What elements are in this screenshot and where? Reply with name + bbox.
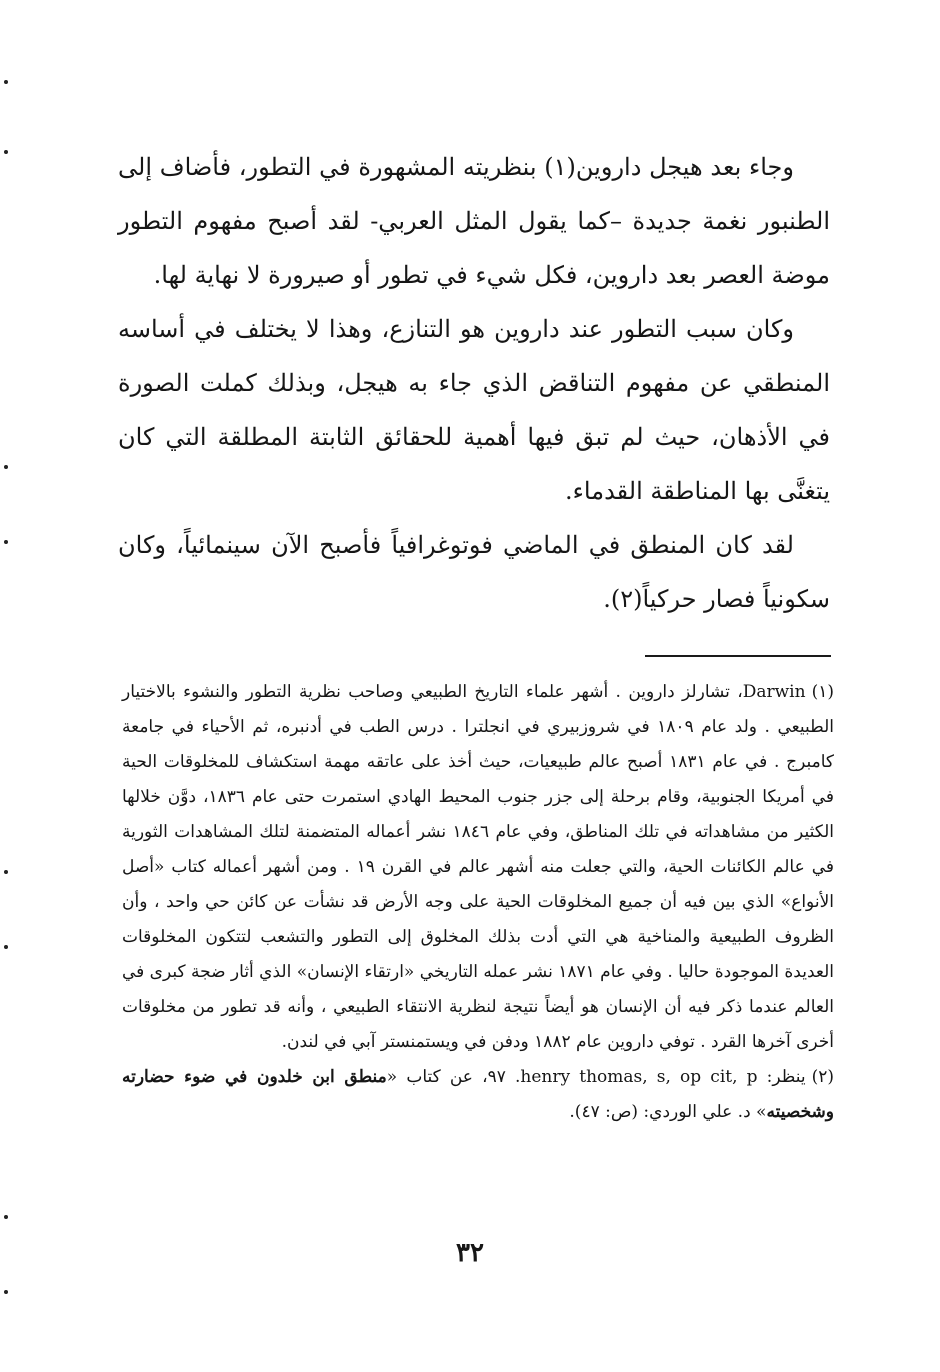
footnote-2-suffix: » د. علي الوردي: (ص: ٤٧).	[569, 1102, 767, 1122]
scan-mark	[4, 1215, 8, 1219]
paragraph-darwin: وجاء بعد هيجل داروين(١) بنظريته المشهورة في التطور، فأضاف إلى الطنبور نغمة جديدة –كما يقول المثل العربي- لقد أصبح مفهوم التطور موضة العصر بعد داروين، فكل شيء في تطور أو صيرورة لا نهاية لها.	[118, 153, 830, 289]
paragraph-logic: لقد كان المنطق في الماضي فوتوغرافياً فأصبح الآن سينمائياً، وكان سكونياً فصار حركياً(٢).	[118, 531, 830, 613]
footnote-2-book-title: منطق ابن خلدون في ضوء حضارته وشخصيته	[122, 1067, 834, 1122]
scan-mark	[4, 465, 8, 469]
footnotes	[122, 675, 834, 1130]
scan-mark	[4, 945, 8, 949]
footnote-2-number: (٢)	[811, 1067, 834, 1087]
footnote-1-number: (١)	[811, 682, 834, 702]
main-text	[118, 140, 830, 626]
footnote-2-prefix: ينظر: henry thomas, s, op cit, p. ٩٧، عن كتاب «	[386, 1067, 806, 1087]
footnote-1	[122, 675, 834, 1060]
scan-mark	[4, 150, 8, 154]
footnote-divider	[645, 655, 831, 657]
footnote-1-text: Darwin، تشارلز داروين . أشهر علماء التاريخ الطبيعي وصاحب نظرية التطور والنشوء بالاختيار الطبيعي . ولد عام ١٨٠٩ في شروزبيري في انجلترا . درس الطب في أدنبره، ثم الأحياء في جامعة كامبرج . في عام ١٨٣١ أصبح عالم طبيعيات، حيث أخذ على عاتقه مهمة استكشاف للمخلوقات الحية في أمريكا الجنوبية، وقام برحلة إلى جزر جنوب المحيط الهادي استمرت حتى عام ١٨٣٦، دوَّن خلالها الكثير من مشاهداته في تلك المناطق، وفي عام ١٨٤٦ نشر أعماله المتضمنة لتلك المشاهدات الثورية في عالم الكائنات الحية، والتي جعلت منه أشهر عالم في القرن ١٩ . ومن أشهر أعماله كتاب «أصل الأنواع» الذي بين فيه أن جميع المخلوقات الحية على وجه الأرض قد نشأت عن كائن حي واحد ، وأن الظروف الطبيعية والمناخية هي التي أدت بذلك المخلوق إلى التطور والتشعب لتتكون المخلوقات العديدة الموجودة حاليا . وفي عام ١٨٧١ نشر عمله التاريخي «ارتقاء الإنسان» الذي أثار ضجة كبرى في العالم عندما ذكر فيه أن الإنسان هو أيضاً نتيجة لنظرية الانتقاء الطبيعي ، وأنه قد تطور من مخلوقات أخرى آخرها القرد . توفي داروين عام ١٨٨٢ ودفن في ويستمنستر آبي في لندن.	[121, 682, 835, 1052]
scan-mark	[4, 540, 8, 544]
footnote-2	[122, 1060, 834, 1130]
paragraph-struggle: وكان سبب التطور عند داروين هو التنازع، وهذا لا يختلف في أساسه المنطقي عن مفهوم التناقض الذي جاء به هيجل، وبذلك كملت الصورة في الأذهان، حيث لم تبق فيها أهمية للحقائق الثابتة المطلقة التي كان يتغنَّى بها المناطقة القدماء.	[118, 315, 830, 505]
scan-mark	[4, 870, 8, 874]
page-number: ٣٢	[456, 1238, 484, 1268]
scan-mark	[4, 80, 8, 84]
scan-mark	[4, 1290, 8, 1294]
